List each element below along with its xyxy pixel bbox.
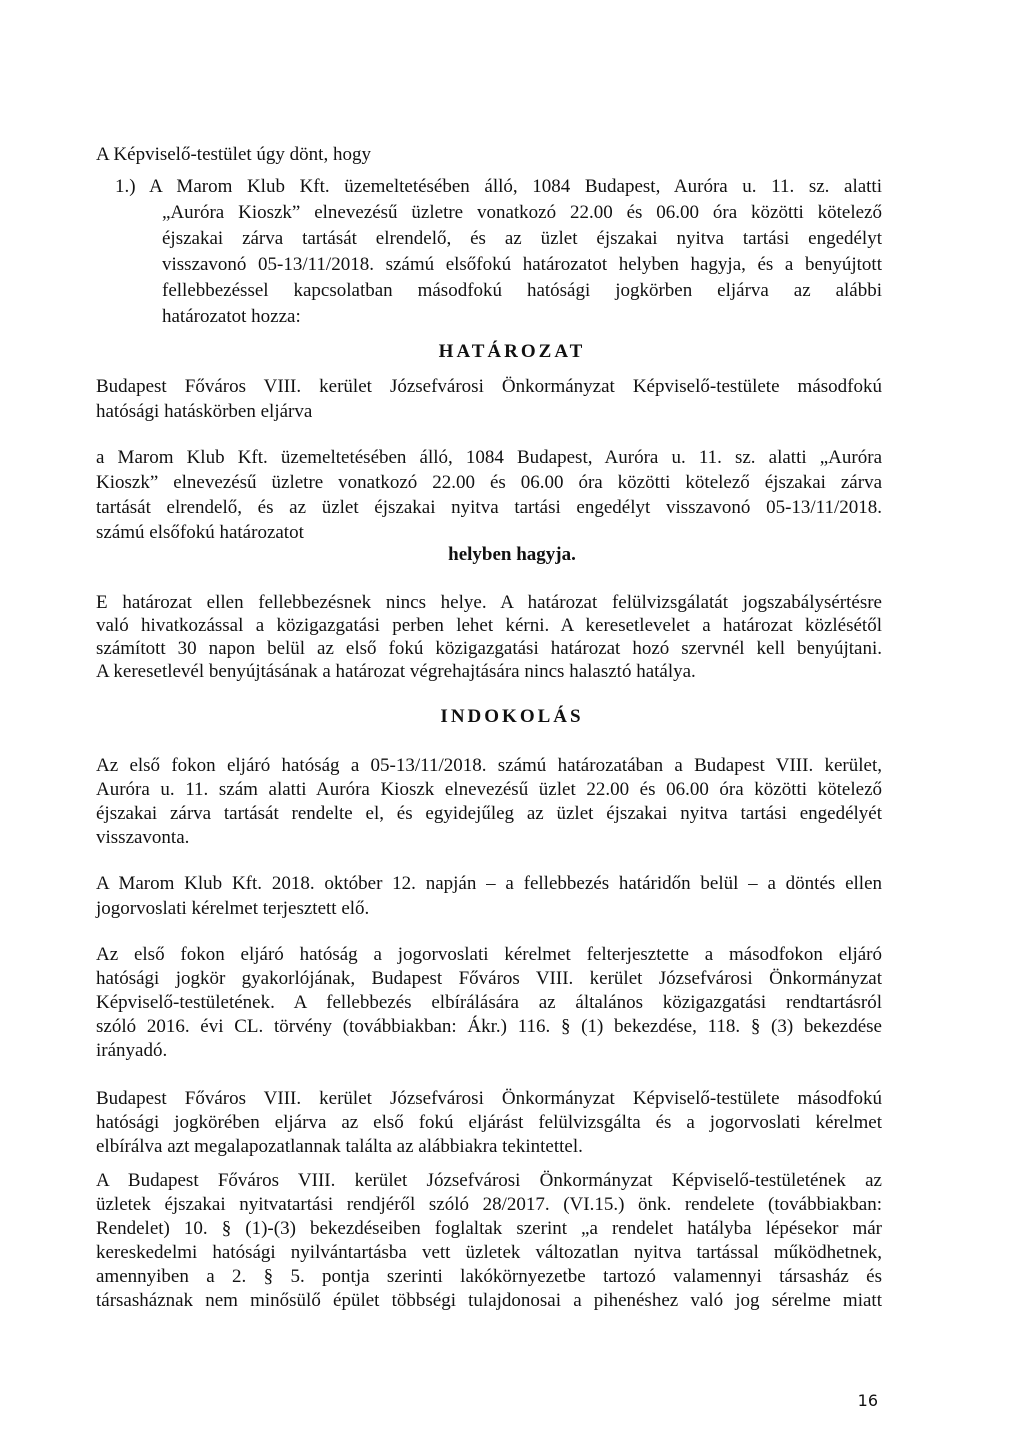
- text-line: való hivatkozással a közigazgatási perben lehet kérni. A keresetlevelet a határozat közlésétől: [96, 615, 882, 636]
- text-line: A Marom Klub Kft. 2018. október 12. napján – a fellebbezés határidőn belül – a döntés ellen: [96, 873, 882, 894]
- intro-text: A Képviselő-testület úgy dönt, hogy: [96, 144, 371, 165]
- text-line: irányadó.: [96, 1040, 168, 1061]
- text-line: éjszakai zárva tartását elrendelő, és az üzlet éjszakai nyitva tartási engedélyt: [162, 228, 882, 249]
- heading-hatarozat: HATÁROZAT: [438, 341, 586, 362]
- text-line: Kioszk” elnevezésű üzletre vonatkozó 22.00 és 06.00 óra közötti kötelező éjszakai zárva: [96, 472, 882, 493]
- text-line: számított 30 napon belül az első fokú közigazgatási határozat hozó szervnél kell benyújtani.: [96, 638, 882, 659]
- text-line: jogorvoslati kérelmet terjesztett elő.: [96, 898, 370, 919]
- text-line: Budapest Főváros VIII. kerület Józsefvárosi Önkormányzat Képviselő-testülete másodfokú: [96, 1088, 882, 1109]
- text-line: számú elsőfokú határozatot: [96, 522, 304, 543]
- text-line: Auróra u. 11. szám alatti Auróra Kioszk elnevezésű üzlet 22.00 és 06.00 óra közötti kötelező: [96, 779, 882, 800]
- heading-indokolas: INDOKOLÁS: [440, 706, 584, 727]
- text-line: Az első fokon eljáró hatóság a jogorvoslati kérelmet felterjesztette a másodfokon eljáró: [96, 944, 882, 965]
- text-line: szóló 2016. évi CL. törvény (továbbiakban: Ákr.) 116. § (1) bekezdése, 118. § (3) bekezdése: [96, 1016, 882, 1037]
- text-line: hatósági jogkör gyakorlójának, Budapest Főváros VIII. kerület Józsefvárosi Önkormányzat: [96, 968, 882, 989]
- text-line: visszavonta.: [96, 827, 190, 848]
- text-line: elbírálva azt megalapozatlannak találta az alábbiakra tekintettel.: [96, 1136, 583, 1157]
- text-line: hatósági jogkörében eljárva az első fokú eljárást felülvizsgálta és a jogorvoslati kérelmet: [96, 1112, 882, 1133]
- text-line: kereskedelmi hatósági nyilvántartásba vett üzletek változatlan nyitva tartással működhetnek,: [96, 1242, 882, 1263]
- text-line: 1.) A Marom Klub Kft. üzemeltetésében álló, 1084 Budapest, Auróra u. 11. sz. alatti: [115, 176, 882, 197]
- decision-bold: helyben hagyja.: [448, 544, 576, 565]
- text-line: A keresetlevél benyújtásának a határozat végrehajtására nincs halasztó hatálya.: [96, 661, 696, 682]
- text-line: fellebbezéssel kapcsolatban másodfokú hatósági jogkörben eljárva az alábbi: [162, 280, 882, 301]
- text-line: a Marom Klub Kft. üzemeltetésében álló, 1084 Budapest, Auróra u. 11. sz. alatti „Auróra: [96, 447, 882, 468]
- text-line: Az első fokon eljáró hatóság a 05-13/11/2018. számú határozatában a Budapest VIII. kerület,: [96, 755, 882, 776]
- text-line: tartását elrendelő, és az üzlet éjszakai nyitva tartási engedélyt visszavonó 05-13/11/2018.: [96, 497, 882, 518]
- text-line: üzletek éjszakai nyitvatartási rendjéről szóló 28/2017. (VI.15.) önk. rendelete (továbbiakban:: [96, 1194, 882, 1215]
- text-line: éjszakai zárva tartását rendelte el, és egyidejűleg az üzlet éjszakai nyitva tartási engedélyét: [96, 803, 882, 824]
- text-line: határozatot hozza:: [162, 306, 301, 327]
- text-line: Rendelet) 10. § (1)-(3) bekezdéseiben foglaltak szerint „a rendelet hatályba lépésekor már: [96, 1218, 882, 1239]
- text-line: visszavonó 05-13/11/2018. számú elsőfokú határozatot helyben hagyja, és a benyújtott: [162, 254, 882, 275]
- text-line: Képviselő-testületének. A fellebbezés elbírálására az általános közigazgatási rendtartásról: [96, 992, 882, 1013]
- text-line: E határozat ellen fellebbezésnek nincs helye. A határozat felülvizsgálatát jogszabálysértésre: [96, 592, 882, 613]
- text-line: Budapest Főváros VIII. kerület Józsefvárosi Önkormányzat Képviselő-testülete másodfokú: [96, 376, 882, 397]
- text-line: hatósági hatáskörben eljárva: [96, 401, 313, 422]
- text-line: amennyiben a 2. § 5. pontja szerinti lakókörnyezetbe tartozó valamennyi társasház és: [96, 1266, 882, 1287]
- text-line: A Budapest Főváros VIII. kerület Józsefvárosi Önkormányzat Képviselő-testületének az: [96, 1170, 882, 1191]
- page-number: 16: [857, 1391, 878, 1410]
- text-line: társasháznak nem minősülő épület többségi tulajdonosai a pihenéshez való jog sérelme miatt: [96, 1290, 882, 1311]
- text-line: „Auróra Kioszk” elnevezésű üzletre vonatkozó 22.00 és 06.00 óra közötti kötelező: [162, 202, 882, 223]
